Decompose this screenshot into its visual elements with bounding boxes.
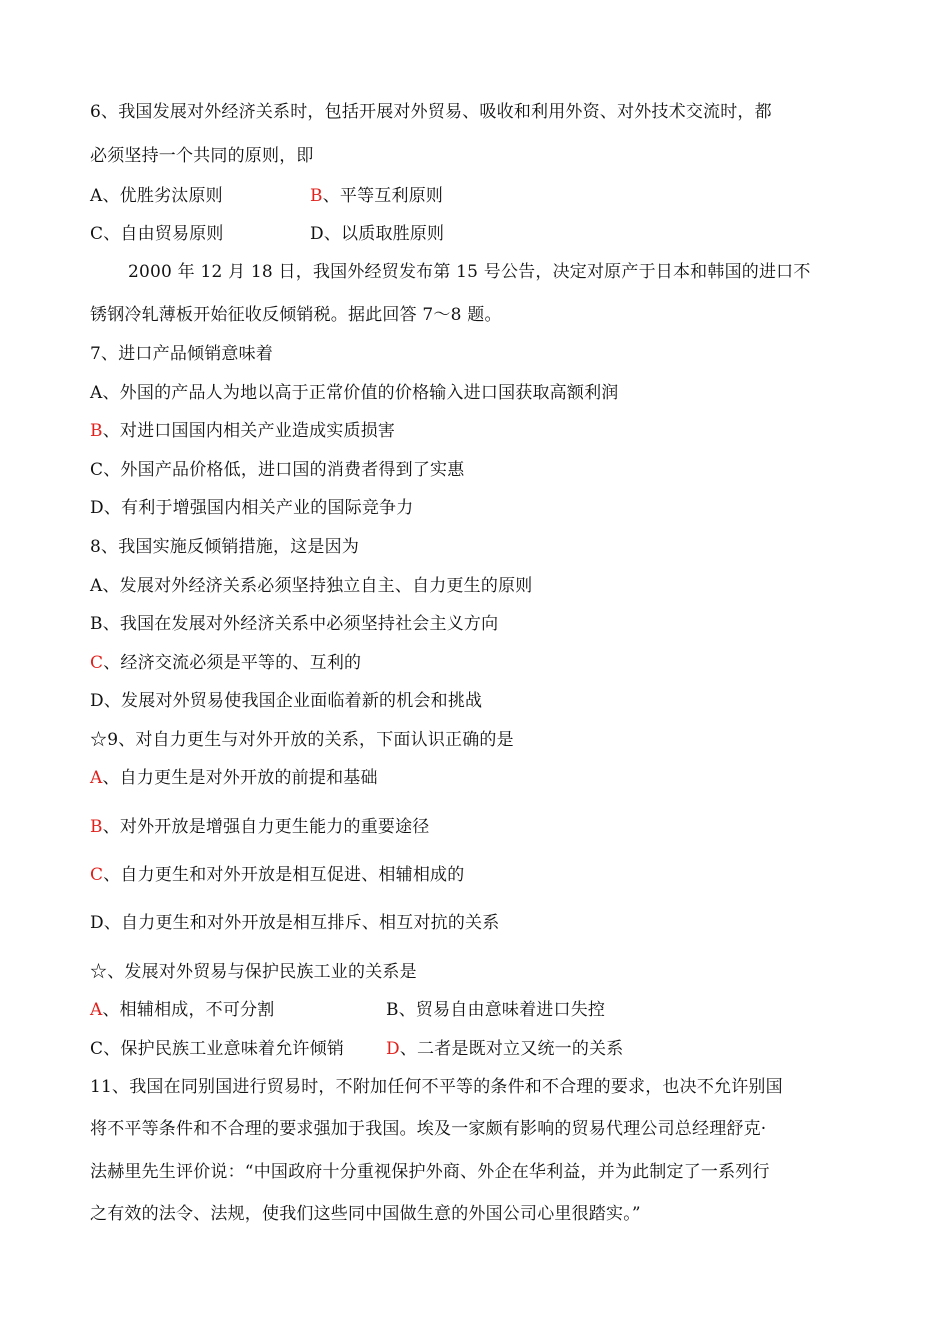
q11-line3: 法赫里先生评价说：“中国政府十分重视保护外商、外企在华利益，并为此制定了一系列行 bbox=[90, 1162, 770, 1182]
q10-options-row1 bbox=[90, 1000, 606, 1020]
q8-option-d: D、发展对外贸易使我国企业面临着新的机会和挑战 bbox=[90, 691, 483, 711]
q7-option-d: D、有利于增强国内相关产业的国际竞争力 bbox=[90, 498, 414, 518]
material-line1: 2000 年 12 月 18 日，我国外经贸发布第 15 号公告，决定对原产于日本和韩国的进口不 bbox=[128, 262, 811, 282]
q6-stem-line1: 6、我国发展对外经济关系时，包括开展对外贸易、吸收和利用外资、对外技术交流时，都 bbox=[90, 102, 772, 122]
q9-stem: ☆9、对自力更生与对外开放的关系，下面认识正确的是 bbox=[90, 730, 514, 750]
q10-option-a: A、相辅相成，不可分割 bbox=[90, 1000, 275, 1020]
q10-stem: ☆、发展对外贸易与保护民族工业的关系是 bbox=[90, 962, 417, 982]
q10-option-c: C、保护民族工业意味着允许倾销 bbox=[90, 1039, 345, 1059]
q7-option-c: C、外国产品价格低，进口国的消费者得到了实惠 bbox=[90, 460, 465, 480]
q9-option-a: A、自力更生是对外开放的前提和基础 bbox=[90, 768, 378, 788]
q6-stem-line2: 必须坚持一个共同的原则，即 bbox=[90, 146, 314, 166]
q8-stem: 8、我国实施反倾销措施，这是因为 bbox=[90, 537, 360, 557]
q7-option-b: B、对进口国国内相关产业造成实质损害 bbox=[90, 421, 396, 441]
q6-options-row1 bbox=[90, 186, 444, 206]
q6-option-d: D、以质取胜原则 bbox=[310, 224, 445, 244]
q7-option-a: A、外国的产品人为地以高于正常价值的价格输入进口国获取高额利润 bbox=[90, 383, 619, 403]
q6-options-row2 bbox=[90, 224, 445, 244]
q11-line4: 之有效的法令、法规，使我们这些同中国做生意的外国公司心里很踏实。” bbox=[90, 1204, 641, 1224]
material-line2: 锈钢冷轧薄板开始征收反倾销税。据此回答 7～8 题。 bbox=[90, 305, 502, 325]
q10-options-row2 bbox=[90, 1039, 624, 1059]
q8-option-a: A、发展对外经济关系必须坚持独立自主、自力更生的原则 bbox=[90, 576, 533, 596]
q8-option-b: B、我国在发展对外经济关系中必须坚持社会主义方向 bbox=[90, 614, 499, 634]
q9-option-d: D、自力更生和对外开放是相互排斥、相互对抗的关系 bbox=[90, 913, 500, 933]
q9-option-c: C、自力更生和对外开放是相互促进、相辅相成的 bbox=[90, 865, 465, 885]
q6-option-b: B、平等互利原则 bbox=[310, 186, 444, 206]
q10-option-d: D、二者是既对立又统一的关系 bbox=[386, 1039, 624, 1059]
q7-stem: 7、进口产品倾销意味着 bbox=[90, 344, 274, 364]
q6-option-c: C、自由贸易原则 bbox=[90, 224, 224, 244]
q8-option-c: C、经济交流必须是平等的、互利的 bbox=[90, 653, 362, 673]
q11-line1: 11、我国在同别国进行贸易时，不附加任何不平等的条件和不合理的要求，也决不允许别国 bbox=[90, 1077, 783, 1097]
q11-line2: 将不平等条件和不合理的要求强加于我国。埃及一家颇有影响的贸易代理公司总经理舒克· bbox=[90, 1119, 767, 1139]
q9-option-b: B、对外开放是增强自力更生能力的重要途径 bbox=[90, 817, 430, 837]
q10-option-b: B、贸易自由意味着进口失控 bbox=[386, 1000, 606, 1020]
q6-option-a: A、优胜劣汰原则 bbox=[90, 186, 223, 206]
